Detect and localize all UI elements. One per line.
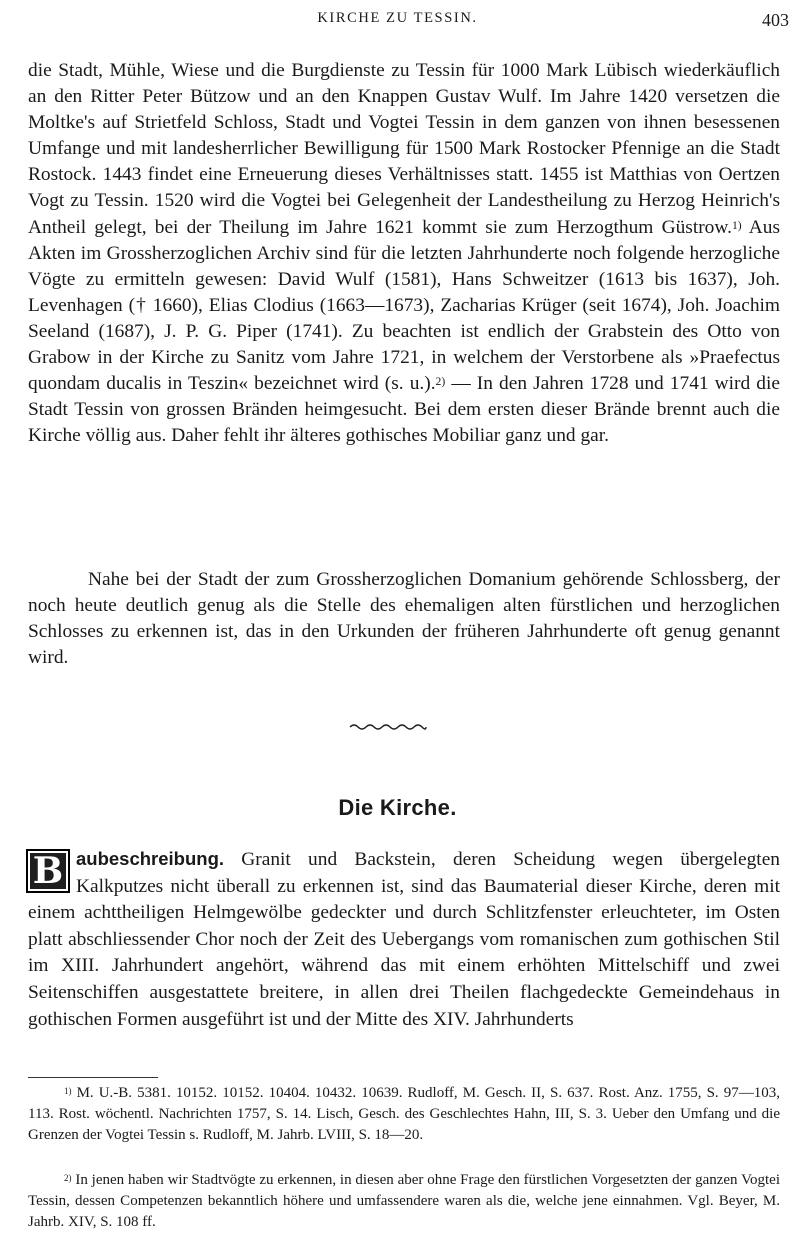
footnote-1-text: M. U.-B. 5381. 10152. 10152. 10404. 10432. 10639. Rudloff, M. Gesch. II, S. 637. Rost. Anz. 1755, S. 97—103, 113. Rost. wöchentl. Nachrichten 1757, S. 14. Lisch, Gesch. des Geschlechtes Hahn, III, S. 3. Ueber den Umfang und die Grenzen der Vogtei Tessin s. Rudloff, M. Jahrb. LVIII, S. 18—20. <box>28 1085 780 1143</box>
paragraph-2: Nahe bei der Stadt der zum Grossherzoglichen Domanium gehörende Schlossberg, der noch heute deutlich genug als die Stelle des ehemaligen alten fürstlichen und herzoglichen Schlosses zu erkennen ist, das in den Urkunden der früheren Jahrhunderte oft genug genannt wird. <box>28 569 780 669</box>
footnote-2-text: In jenen haben wir Stadtvögte zu erkennen, in diesen aber ohne Frage den fürstlichen Vorgesetzten der ganzen Vogtei Tessin, dessen Competenzen bekanntlich höhere und umfassendere waren als die, welche jene einnahmen. Vgl. Beyer, M. Jahrb. XIV, S. 108 ff. <box>28 1172 780 1230</box>
footnote-divider <box>28 1077 158 1078</box>
footnote-1-mark: 1) <box>64 1086 72 1096</box>
footnote-2 <box>28 1170 780 1233</box>
footnote-1 <box>28 1083 780 1146</box>
lead-in-heading: aubeschreibung. <box>76 848 225 869</box>
footnote-ref-2[interactable]: 2) <box>435 375 446 389</box>
section-heading: Die Kirche. <box>338 795 457 820</box>
drop-cap-initial: B <box>26 849 70 893</box>
paragraph-3 <box>28 846 780 1033</box>
page-number: 403 <box>762 10 789 30</box>
footnote-2-mark: 2) <box>64 1173 72 1183</box>
paragraph-1-text-c: — In den Jahren 1728 und 1741 wird die Stadt Tessin von grossen Bränden heimgesucht. Bei dem ersten dieser Brände brennt auch die Kirche völlig aus. Daher fehlt ihr älteres gothisches Mobiliar ganz und gar. <box>28 373 780 447</box>
running-title: KIRCHE ZU TESSIN. <box>317 10 478 26</box>
paragraph-1-text-b: Aus Akten im Grossherzoglichen Archiv sind für die letzten Jahrhunderte noch folgende herzogliche Vögte zu ermitteln gewesen: David Wulf (1581), Hans Schweitzer (1613 bis 1637), Joh. Levenhagen († 1660), Elias Clodius (1663—1673), Zacharias Krüger (seit 1674), Joh. Joachim Seeland (1687), J. P. G. Piper (1741). Zu beachten ist endlich der Grabstein des Otto von Grabow in der Kirche zu Sanitz vom Jahre 1721, in welchem der Verstorbene als »Praefectus quondam ducalis in Teszin« bezeichnet wird (s. u.). <box>28 216 780 395</box>
running-head <box>0 6 795 32</box>
paragraph-1-text: die Stadt, Mühle, Wiese und die Burgdienste zu Tessin für 1000 Mark Lübisch wiederkäuflich an den Ritter Peter Bützow und an den Knappen Gustav Wulf. Im Jahre 1420 versetzen die Moltke's auf Strietfeld Schloss, Stadt und Vogtei Tessin in dem ganzen von ihnen besessenen Umfange und mit landesherrlicher Bewilligung für 1500 Mark Rostocker Pfennige an die Stadt Rostock. 1443 findet eine Erneuerung dieses Verhältnisses statt. 1455 ist Matthias von Oertzen Vogt zu Tessin. 1520 wird die Vogtei bei Gelegenheit der Landestheilung zu Herzog Heinrich's Antheil gelegt, bei der Theilung im Jahre 1621 kommt sie zum Herzogthum Güstrow. <box>28 60 780 238</box>
footnote-ref-1[interactable]: 1) <box>731 218 742 232</box>
paragraph-1 <box>28 58 780 449</box>
wavy-divider-ornament <box>348 720 428 734</box>
paragraph-3-text: Granit und Backstein, deren Scheidung wegen übergelegten Kalkputzes nicht überall zu erkennen ist, sind das Baumaterial dieser Kirche, deren mit einem achttheiligen Helmgewölbe gedeckter und durch Schlitzfenster erleuchteter, im Osten platt abschliessender Chor noch der Zeit des Uebergangs vom romanischen zum gothischen Stil im XIII. Jahrhundert angehört, während das mit einem erhöhten Mittelschiff und zwei Seitenschiffen ausgestattete breitere, in allen drei Theilen flachgedeckte Gemeindehaus in gothischen Formen ausgeführt ist und der Mitte des XIV. Jahrhunderts <box>28 849 780 1030</box>
